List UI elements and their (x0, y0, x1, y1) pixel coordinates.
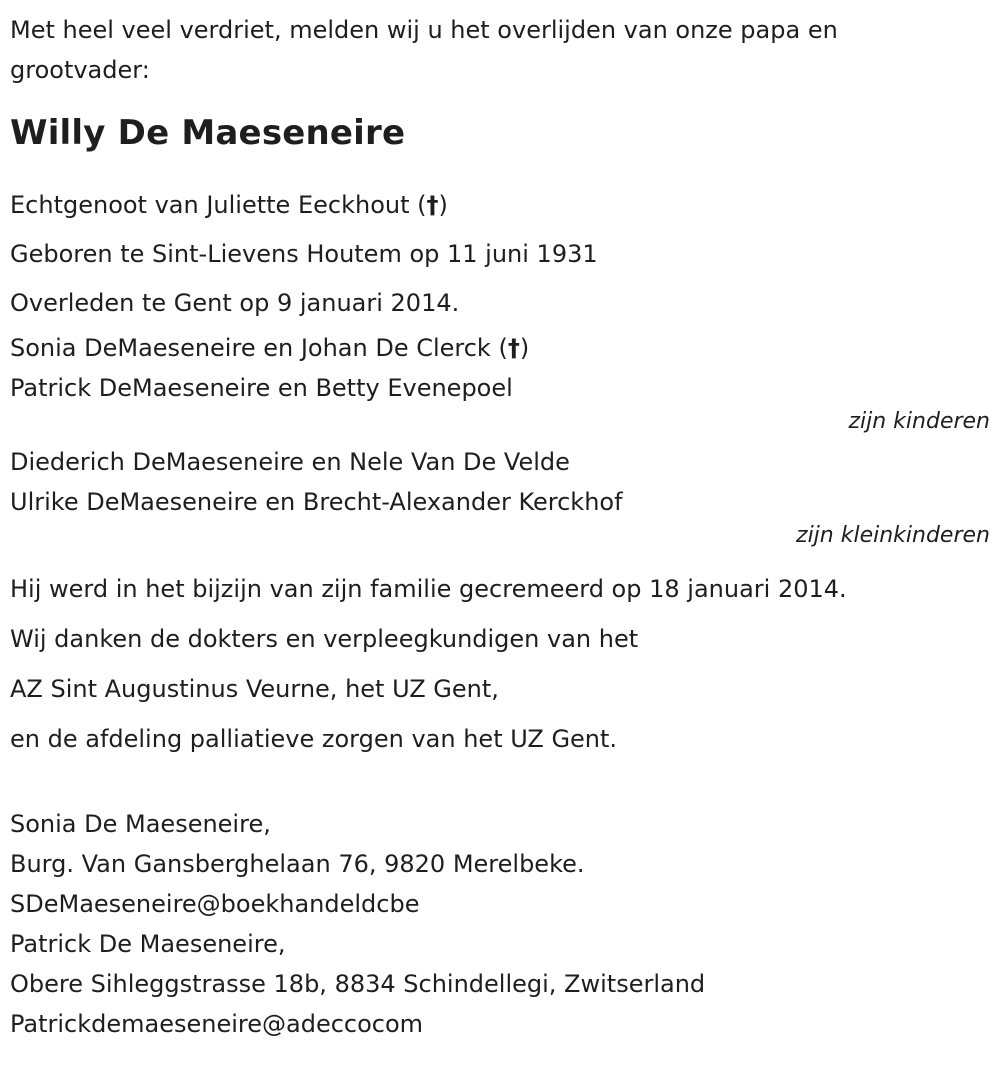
spouse-text: Echtgenoot van Juliette Eeckhout ( (10, 191, 427, 219)
grandchildren-caption: zijn kleinkinderen (796, 523, 990, 548)
cross-icon: † (507, 334, 520, 362)
children-list (10, 328, 990, 408)
closing-line: Wij danken de dokters en verpleegkundigen van het (10, 625, 639, 653)
contacts-section (10, 804, 990, 1044)
birth-line: Geboren te Sint-Lievens Houtem op 11 juni 1931 (10, 240, 598, 268)
closing-line: Hij werd in het bijzijn van zijn familie gecremeerd op 18 januari 2014. (10, 575, 847, 603)
contact-address: Burg. Van Gansberghelaan 76, 9820 Merelbeke. (10, 850, 585, 878)
death-line: Overleden te Gent op 9 januari 2014. (10, 289, 460, 317)
facts-section (10, 181, 990, 328)
spouse-line (10, 181, 990, 230)
closing-line: AZ Sint Augustinus Veurne, het UZ Gent, (10, 675, 499, 703)
list-item: Ulrike DeMaeseneire en Brecht-Alexander Kerckhof (10, 488, 623, 516)
intro-text (10, 0, 990, 90)
grandchildren-list (10, 442, 990, 522)
contact-name: Sonia De Maeseneire, (10, 810, 271, 838)
child-text: Sonia DeMaeseneire en Johan De Clerck ( (10, 334, 508, 362)
contact-email: SDeMaeseneire@boekhandeldcbe (10, 890, 420, 918)
children-caption: zijn kinderen (848, 409, 990, 434)
closing-line: en de afdeling palliatieve zorgen van het UZ Gent. (10, 725, 618, 753)
intro-line: Met heel veel verdriet, melden wij u het overlijden van onze papa en (10, 16, 838, 44)
deceased-name: Willy De Maeseneire (10, 113, 406, 153)
list-item: Diederich DeMaeseneire en Nele Van De Velde (10, 448, 570, 476)
contact-name: Patrick De Maeseneire, (10, 930, 286, 958)
intro-line: grootvader: (10, 56, 150, 84)
close-paren: ) (519, 334, 530, 362)
closing-section (10, 564, 990, 764)
contact-email: Patrickdemaeseneire@adeccocom (10, 1010, 424, 1038)
cross-icon: † (426, 191, 439, 219)
close-paren: ) (438, 191, 448, 219)
list-item (10, 328, 990, 368)
contact-address: Obere Sihleggstrasse 18b, 8834 Schindellegi, Zwitserland (10, 970, 706, 998)
list-item: Patrick DeMaeseneire en Betty Evenepoel (10, 374, 513, 402)
